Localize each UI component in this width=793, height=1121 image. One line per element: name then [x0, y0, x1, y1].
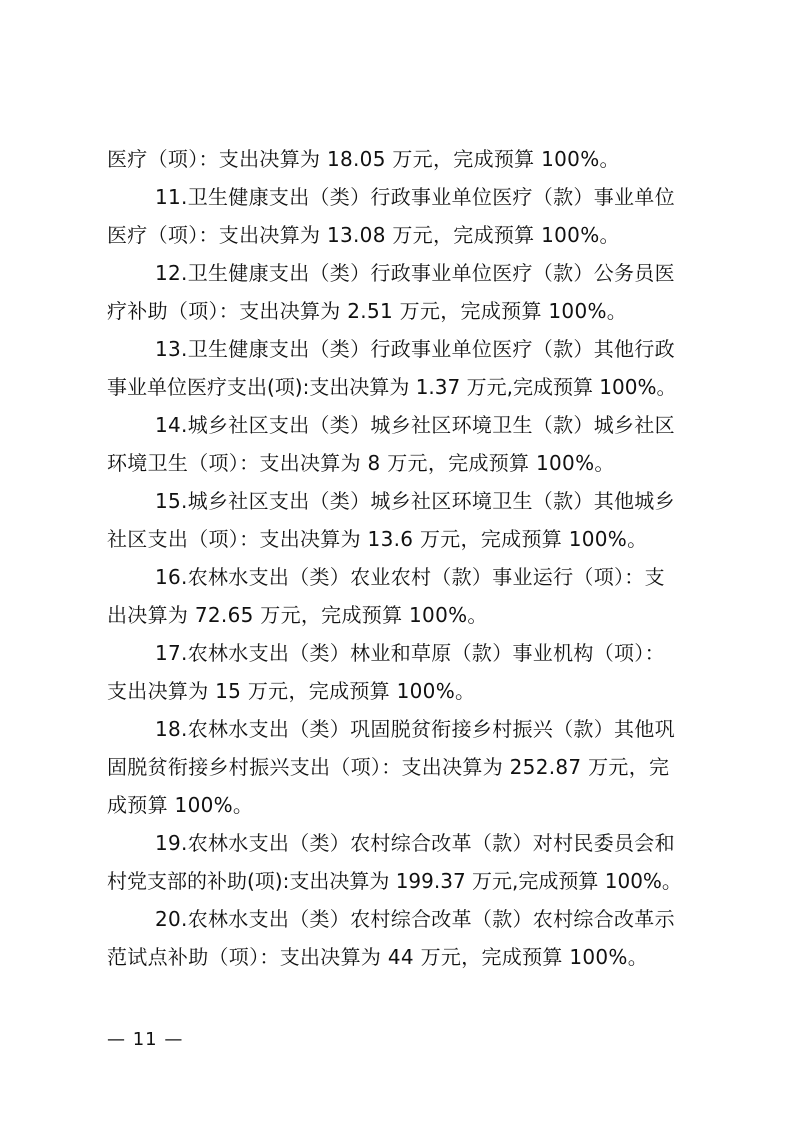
text-line: 环境卫生（项）：支出决算为 8 万元，完成预算 100%。 — [107, 451, 615, 475]
text-line: 范试点补助（项）：支出决算为 44 万元，完成预算 100%。 — [107, 945, 648, 969]
text-line: 15.城乡社区支出（类）城乡社区环境卫生（款）其他城乡 — [155, 489, 675, 513]
page-number: — 11 — — [107, 1029, 184, 1050]
text-line: 成预算 100%。 — [107, 793, 254, 817]
text-line: 13.卫生健康支出（类）行政事业单位医疗（款）其他行政 — [155, 337, 675, 361]
text-line: 事业单位医疗支出(项):支出决算为 1.37 万元,完成预算 100%。 — [107, 375, 677, 399]
text-line: 20.农林水支出（类）农村综合改革（款）农村综合改革示 — [155, 907, 675, 931]
text-line: 17.农林水支出（类）林业和草原（款）事业机构（项）： — [155, 641, 665, 665]
text-line: 医疗（项）：支出决算为 13.08 万元，完成预算 100%。 — [107, 223, 620, 247]
text-line: 村党支部的补助(项):支出决算为 199.37 万元,完成预算 100%。 — [107, 869, 682, 893]
text-line: 出决算为 72.65 万元，完成预算 100%。 — [107, 603, 488, 627]
text-line: 14.城乡社区支出（类）城乡社区环境卫生（款）城乡社区 — [155, 413, 675, 437]
text-line: 16.农林水支出（类）农业农村（款）事业运行（项）：支 — [155, 565, 665, 589]
text-line: 固脱贫衔接乡村振兴支出（项）：支出决算为 252.87 万元，完 — [107, 755, 670, 779]
text-line: 11.卫生健康支出（类）行政事业单位医疗（款）事业单位 — [155, 185, 675, 209]
text-line: 18.农林水支出（类）巩固脱贫衔接乡村振兴（款）其他巩 — [155, 717, 675, 741]
text-line: 医疗（项）：支出决算为 18.05 万元，完成预算 100%。 — [107, 147, 620, 171]
text-line: 社区支出（项）：支出决算为 13.6 万元，完成预算 100%。 — [107, 527, 648, 551]
text-line: 支出决算为 15 万元，完成预算 100%。 — [107, 679, 476, 703]
text-line: 疗补助（项）：支出决算为 2.51 万元，完成预算 100%。 — [107, 299, 628, 323]
text-line: 19.农林水支出（类）农村综合改革（款）对村民委员会和 — [155, 831, 675, 855]
text-line: 12.卫生健康支出（类）行政事业单位医疗（款）公务员医 — [155, 261, 675, 285]
